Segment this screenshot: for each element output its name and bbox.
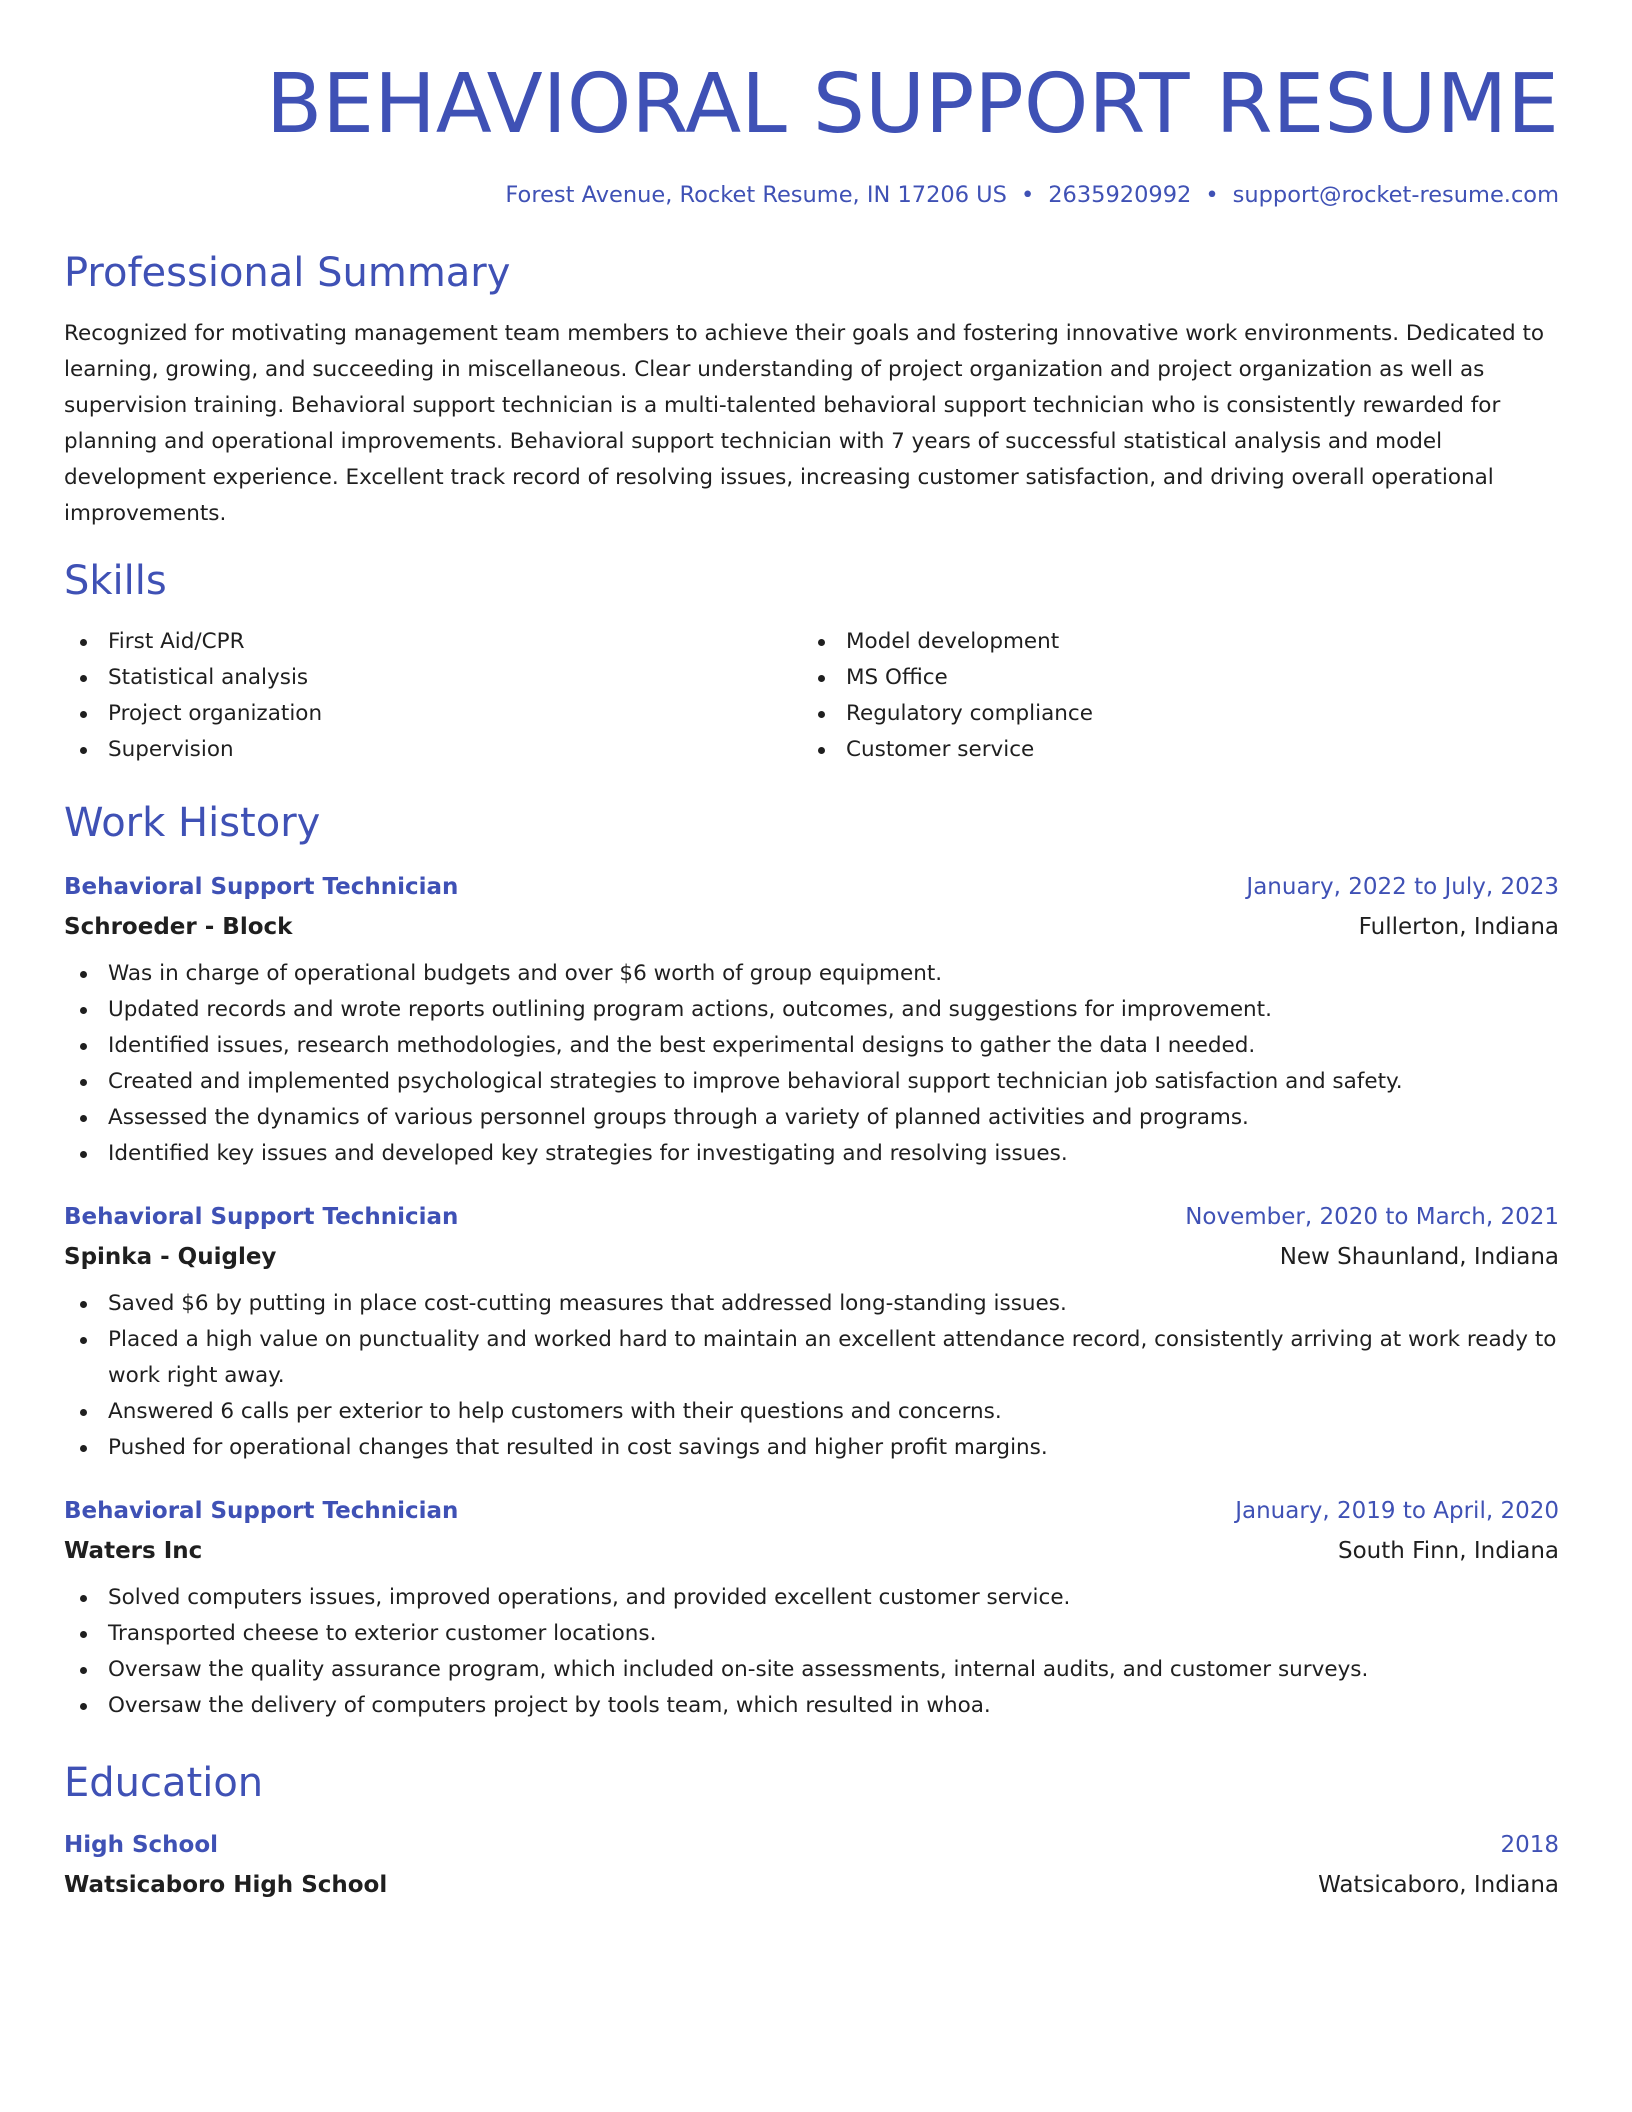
- skills-list: [64, 624, 1559, 768]
- resume-name: BEHAVIORAL SUPPORT RESUME: [266, 57, 1559, 152]
- job-title: Behavioral Support Technician: [64, 1204, 459, 1230]
- job-bullet: Identified key issues and developed key strategies for investigating and resolving issues.: [64, 1136, 1559, 1172]
- job-bullets: [64, 956, 1559, 1172]
- job-bullet: Saved $6 by putting in place cost-cutting measures that addressed long-standing issues.: [64, 1286, 1559, 1322]
- job-bullet: Identified issues, research methodologies, and the best experimental designs to gather the data I needed.: [64, 1028, 1559, 1064]
- contact-phone: 2635920992: [1048, 182, 1192, 208]
- work-history-heading: Work History: [64, 800, 321, 846]
- education-year: 2018: [1500, 1832, 1559, 1858]
- job-dates: January, 2019 to April, 2020: [1235, 1498, 1559, 1524]
- contact-separator: •: [1020, 182, 1035, 208]
- job-bullet: Placed a high value on punctuality and worked hard to maintain an excellent attendance record, consistently arriving at work ready to work right away.: [64, 1322, 1559, 1394]
- contact-address: Forest Avenue, Rocket Resume, IN 17206 US: [505, 182, 1007, 208]
- education-entry: [64, 1830, 1559, 1900]
- job-entry: [64, 1496, 1559, 1724]
- job-bullets: [64, 1286, 1559, 1466]
- skills-heading: Skills: [64, 558, 167, 604]
- summary-text: Recognized for motivating management team members to achieve their goals and fostering innovative work environments. Dedicated to learning, growing, and succeeding in miscellaneous. Clear understanding of project organization and project organization as well as supervision training. Behavioral support technician is a multi-talented behavioral support technician who is consistently rewarded for planning and operational improvements. Behavioral support technician with 7 years of successful statistical analysis and model development experience. Excellent track record of resolving issues, increasing customer satisfaction, and driving overall operational improvements.: [64, 321, 1545, 526]
- job-bullet: Solved computers issues, improved operations, and provided excellent customer service.: [64, 1580, 1559, 1616]
- education-heading: Education: [64, 1760, 264, 1806]
- job-header-row: [64, 872, 1559, 902]
- education-school-row: [64, 1870, 1559, 1900]
- job-header-row: [64, 1202, 1559, 1232]
- job-company: Schroeder - Block: [64, 914, 293, 940]
- skill-item: Regulatory compliance: [802, 696, 1540, 732]
- job-dates: January, 2022 to July, 2023: [1246, 874, 1559, 900]
- job-dates: November, 2020 to March, 2021: [1185, 1204, 1559, 1230]
- education-degree: High School: [64, 1832, 219, 1858]
- skills-column-right: [802, 624, 1540, 768]
- job-bullet: Transported cheese to exterior customer locations.: [64, 1616, 1559, 1652]
- skill-item: First Aid/CPR: [64, 624, 802, 660]
- skill-item: Project organization: [64, 696, 802, 732]
- job-bullet: Assessed the dynamics of various personnel groups through a variety of planned activities and programs.: [64, 1100, 1559, 1136]
- job-bullet: Created and implemented psychological strategies to improve behavioral support technician job satisfaction and safety.: [64, 1064, 1559, 1100]
- job-location: South Finn, Indiana: [1338, 1538, 1559, 1564]
- job-entry: [64, 872, 1559, 1172]
- education-location: Watsicaboro, Indiana: [1318, 1872, 1559, 1898]
- job-company-row: [64, 1536, 1559, 1566]
- job-bullet: Pushed for operational changes that resulted in cost savings and higher profit margins.: [64, 1430, 1559, 1466]
- job-bullet: Oversaw the delivery of computers project by tools team, which resulted in whoa.: [64, 1688, 1559, 1724]
- skill-item: Statistical analysis: [64, 660, 802, 696]
- job-bullet: Was in charge of operational budgets and over $6 worth of group equipment.: [64, 956, 1559, 992]
- skill-item: Supervision: [64, 732, 802, 768]
- job-company: Waters Inc: [64, 1538, 203, 1564]
- job-bullet: Updated records and wrote reports outlining program actions, outcomes, and suggestions for improvement.: [64, 992, 1559, 1028]
- job-company-row: [64, 912, 1559, 942]
- job-bullets: [64, 1580, 1559, 1724]
- education-header-row: [64, 1830, 1559, 1860]
- job-bullet: Answered 6 calls per exterior to help customers with their questions and concerns.: [64, 1394, 1559, 1430]
- job-company: Spinka - Quigley: [64, 1244, 277, 1270]
- summary-heading: Professional Summary: [64, 250, 511, 296]
- job-title: Behavioral Support Technician: [64, 874, 459, 900]
- job-location: New Shaunland, Indiana: [1279, 1244, 1559, 1270]
- job-header-row: [64, 1496, 1559, 1526]
- job-bullet: Oversaw the quality assurance program, which included on-site assessments, internal audits, and customer surveys.: [64, 1652, 1559, 1688]
- education-school: Watsicaboro High School: [64, 1872, 388, 1898]
- job-company-row: [64, 1242, 1559, 1272]
- skill-item: MS Office: [802, 660, 1540, 696]
- skill-item: Model development: [802, 624, 1540, 660]
- contact-email: support@rocket-resume.com: [1232, 182, 1559, 208]
- resume-page: [64, 0, 1559, 1900]
- contact-separator: •: [1205, 182, 1219, 208]
- job-title: Behavioral Support Technician: [64, 1498, 459, 1524]
- job-location: Fullerton, Indiana: [1358, 914, 1559, 940]
- contact-line: [64, 180, 1559, 210]
- skill-item: Customer service: [802, 732, 1540, 768]
- skills-column-left: [64, 624, 802, 768]
- job-entry: [64, 1202, 1559, 1466]
